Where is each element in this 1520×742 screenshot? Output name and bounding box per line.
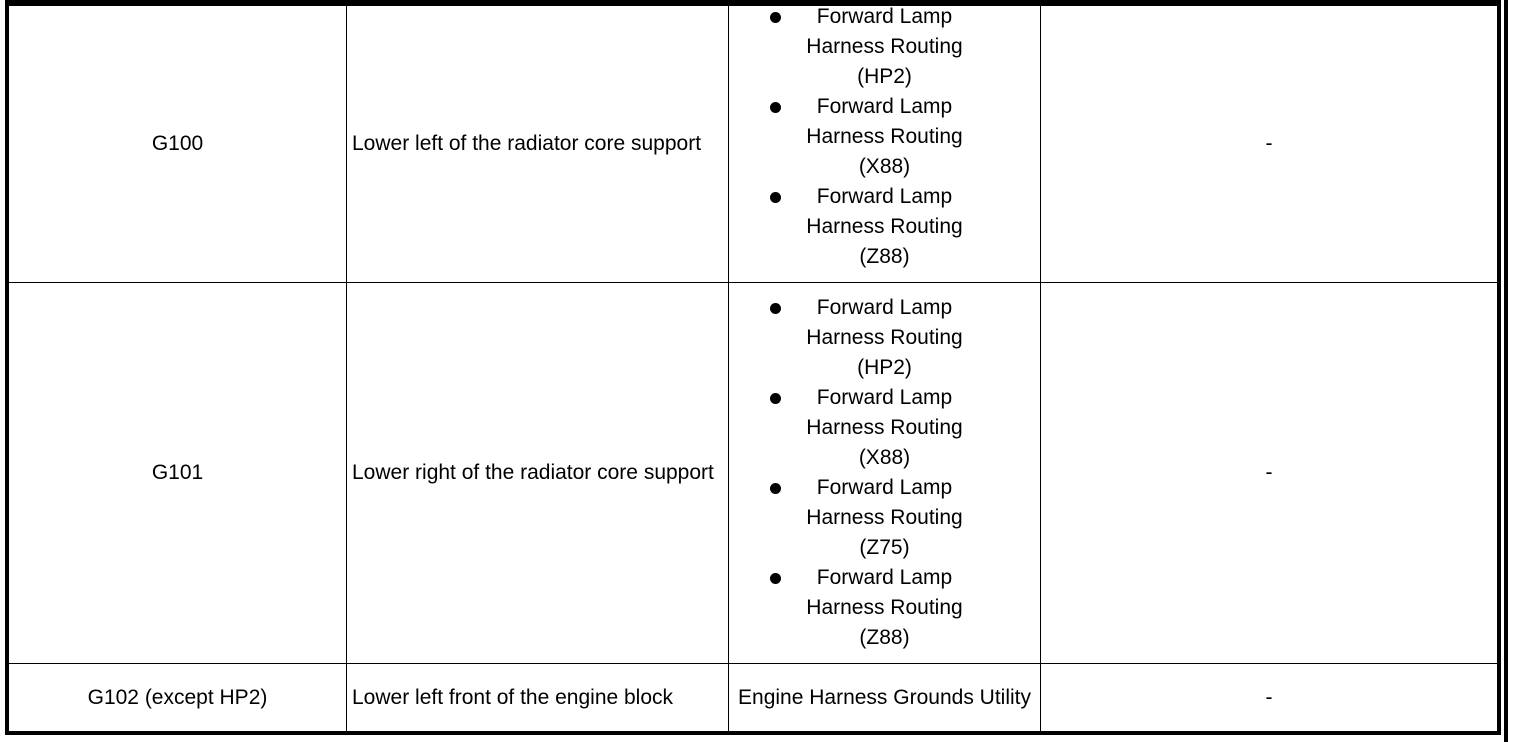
table-row <box>9 6 1498 283</box>
reference-item <box>785 473 985 563</box>
harness-references-cell <box>729 664 1041 733</box>
reference-item <box>785 383 985 473</box>
reference-link[interactable]: Forward Lamp Harness Routing (X88) <box>806 386 963 469</box>
reference-link[interactable]: Forward Lamp Harness Routing (HP2) <box>806 296 963 379</box>
reference-link[interactable]: Forward Lamp Harness Routing (Z88) <box>806 185 963 268</box>
location-description-cell: Lower left front of the engine block <box>347 664 729 733</box>
reference-link[interactable]: Engine Harness Grounds Utility <box>738 686 1031 709</box>
reference-list <box>729 293 1040 653</box>
notes-cell: - <box>1041 6 1498 283</box>
bullet-icon <box>770 303 781 314</box>
notes-cell: - <box>1041 283 1498 664</box>
ground-location-cell: G102 (except HP2) <box>9 664 347 733</box>
reference-item <box>785 563 985 653</box>
reference-link[interactable]: Forward Lamp Harness Routing (X88) <box>806 95 963 178</box>
reference-link[interactable]: Forward Lamp Harness Routing (Z88) <box>806 566 963 649</box>
reference-list <box>729 2 1040 272</box>
bullet-icon <box>770 12 781 23</box>
ground-location-cell: G100 <box>9 6 347 283</box>
table-row <box>9 283 1498 664</box>
notes-cell: - <box>1041 664 1498 733</box>
location-description-cell: Lower left of the radiator core support <box>347 6 729 283</box>
reference-link[interactable]: Forward Lamp Harness Routing (Z75) <box>806 476 963 559</box>
bullet-icon <box>770 102 781 113</box>
reference-item <box>785 2 985 92</box>
bullet-icon <box>770 573 781 584</box>
bullet-icon <box>770 192 781 203</box>
reference-item <box>785 92 985 182</box>
bullet-icon <box>770 483 781 494</box>
harness-references-cell <box>729 283 1041 664</box>
reference-link[interactable]: Forward Lamp Harness Routing (HP2) <box>806 5 963 88</box>
ground-location-cell: G101 <box>9 283 347 664</box>
bullet-icon <box>770 393 781 404</box>
location-description-cell: Lower right of the radiator core support <box>347 283 729 664</box>
reference-item <box>785 182 985 272</box>
ground-locations-table <box>8 5 1498 733</box>
reference-item <box>785 293 985 383</box>
table-row <box>9 664 1498 733</box>
page-edge-rule <box>1504 0 1508 742</box>
harness-references-cell <box>729 6 1041 283</box>
